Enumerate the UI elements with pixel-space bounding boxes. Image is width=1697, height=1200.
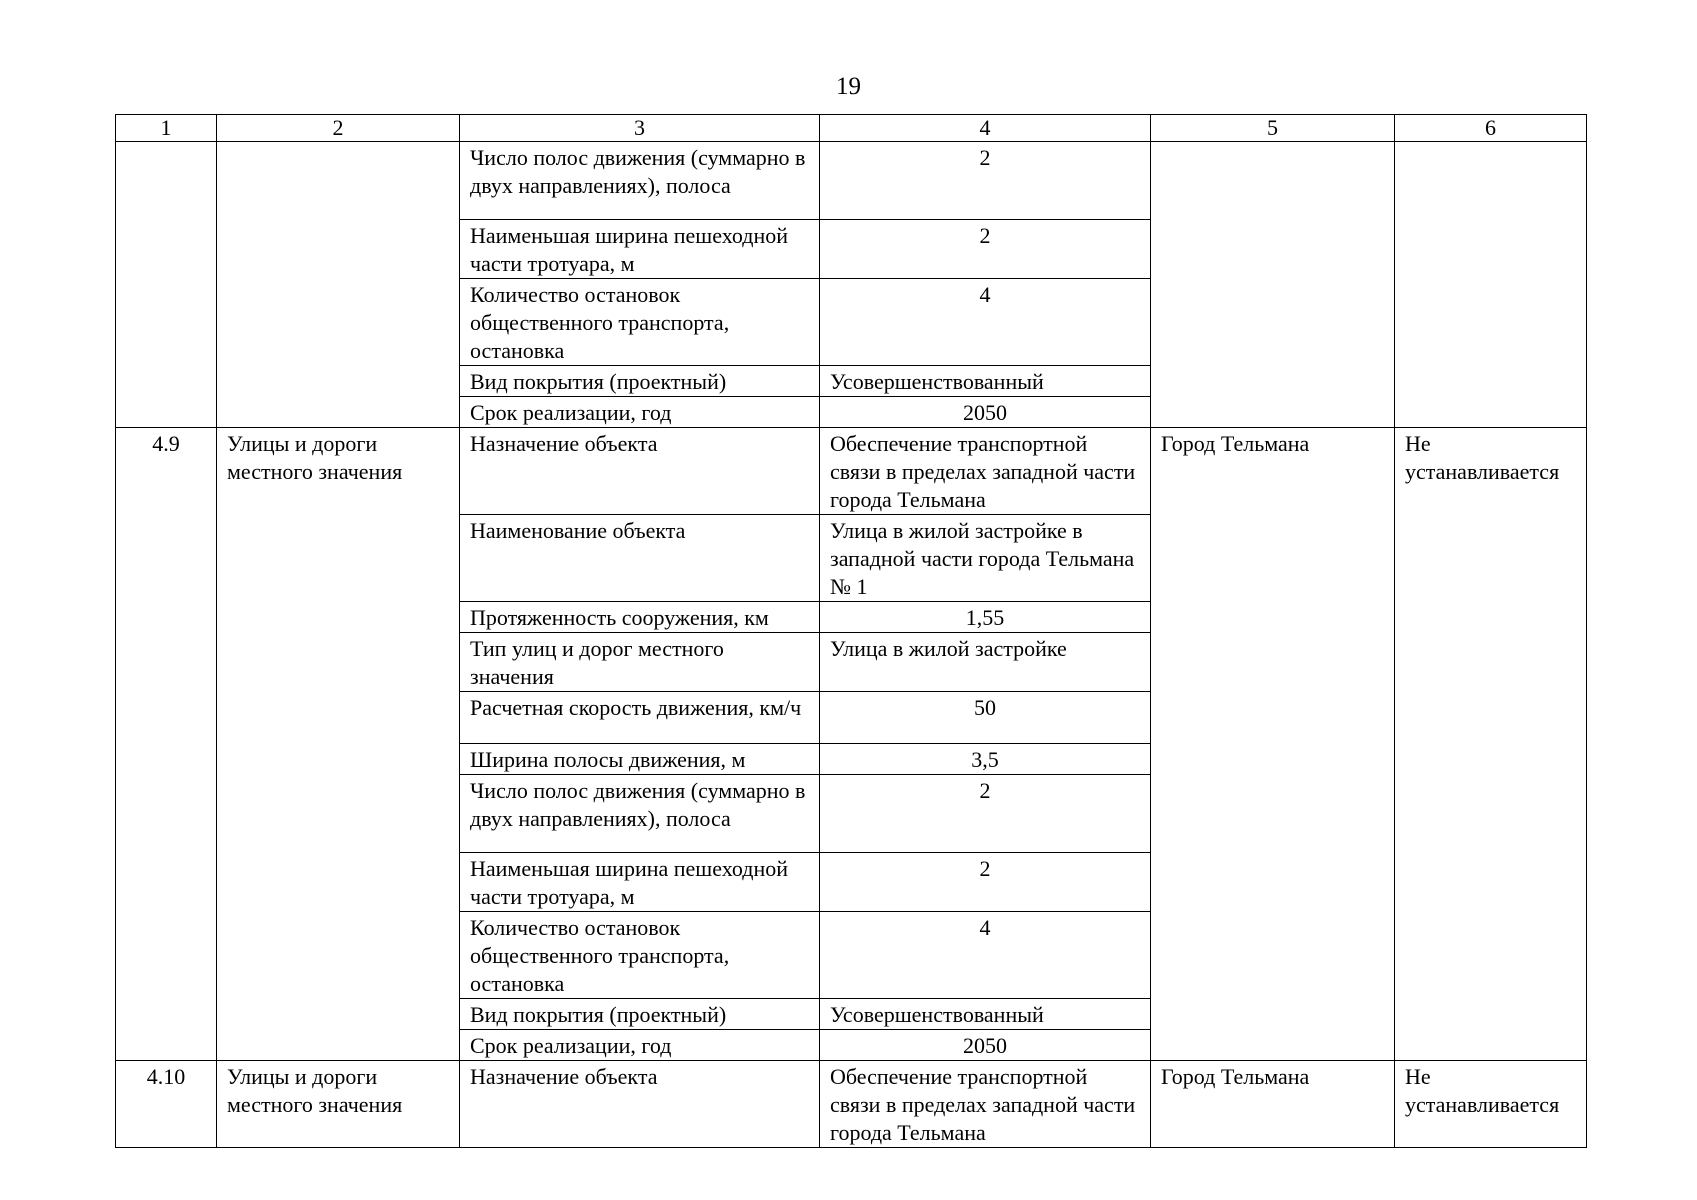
param-value: 50 [820, 692, 1151, 744]
param-value: 2 [820, 775, 1151, 853]
param-name: Назначение объекта [460, 428, 820, 515]
object-location: Город Тельмана [1151, 1061, 1395, 1148]
param-name: Наименование объекта [460, 515, 820, 602]
param-value: Улица в жилой застройке [820, 633, 1151, 692]
param-value: 1,55 [820, 602, 1151, 633]
column-number: 1 [116, 115, 217, 142]
column-number: 2 [217, 115, 460, 142]
param-name: Вид покрытия (проектный) [460, 366, 820, 397]
param-value: 2 [820, 220, 1151, 279]
param-value: 2050 [820, 1030, 1151, 1061]
param-name: Расчетная скорость движения, км/ч [460, 692, 820, 744]
param-name: Протяженность сооружения, км [460, 602, 820, 633]
param-value: 2 [820, 853, 1151, 912]
param-name: Вид покрытия (проектный) [460, 999, 820, 1030]
param-name: Ширина полосы движения, м [460, 744, 820, 775]
param-value: Улица в жилой застройке в западной части города Тельмана № 1 [820, 515, 1151, 602]
param-name: Число полос движения (суммарно в двух направлениях), полоса [460, 775, 820, 853]
param-name: Количество остановок общественного транспорта, остановка [460, 279, 820, 366]
protection-zone: Не устанавливается [1395, 428, 1587, 1061]
object-location: Город Тельмана [1151, 428, 1395, 1061]
param-value: Обеспечение транспортной связи в пределах западной части города Тельмана [820, 428, 1151, 515]
location-cell [1151, 142, 1395, 428]
object-type: Улицы и дороги местного значения [217, 1061, 460, 1148]
param-name: Назначение объекта [460, 1061, 820, 1148]
param-name: Количество остановок общественного транспорта, остановка [460, 912, 820, 999]
param-name: Число полос движения (суммарно в двух направлениях), полоса [460, 142, 820, 220]
param-value: 2050 [820, 397, 1151, 428]
param-name: Наименьшая ширина пешеходной части тротуара, м [460, 853, 820, 912]
page-number: 19 [836, 73, 861, 100]
param-name: Тип улиц и дорог местного значения [460, 633, 820, 692]
column-number-row [116, 115, 1587, 142]
object-number-cell [116, 142, 217, 428]
param-value: Обеспечение транспортной связи в пределах западной части города Тельмана [820, 1061, 1151, 1148]
param-name: Наименьшая ширина пешеходной части тротуара, м [460, 220, 820, 279]
param-value: 4 [820, 912, 1151, 999]
param-value: 3,5 [820, 744, 1151, 775]
object-type-cell [217, 142, 460, 428]
param-row [116, 428, 1587, 515]
param-name: Срок реализации, год [460, 397, 820, 428]
protection-zone: Не устанавливается [1395, 1061, 1587, 1148]
param-name: Срок реализации, год [460, 1030, 820, 1061]
object-type: Улицы и дороги местного значения [217, 428, 460, 1061]
param-value: Усовершенствованный [820, 999, 1151, 1030]
param-row [116, 1061, 1587, 1148]
object-number: 4.10 [116, 1061, 217, 1148]
param-row [116, 142, 1587, 220]
column-number: 3 [460, 115, 820, 142]
zone-cell [1395, 142, 1587, 428]
param-value: 2 [820, 142, 1151, 220]
object-table [115, 114, 1587, 1148]
param-value: 4 [820, 279, 1151, 366]
column-number: 4 [820, 115, 1151, 142]
object-number: 4.9 [116, 428, 217, 1061]
column-number: 6 [1395, 115, 1587, 142]
column-number: 5 [1151, 115, 1395, 142]
param-value: Усовершенствованный [820, 366, 1151, 397]
